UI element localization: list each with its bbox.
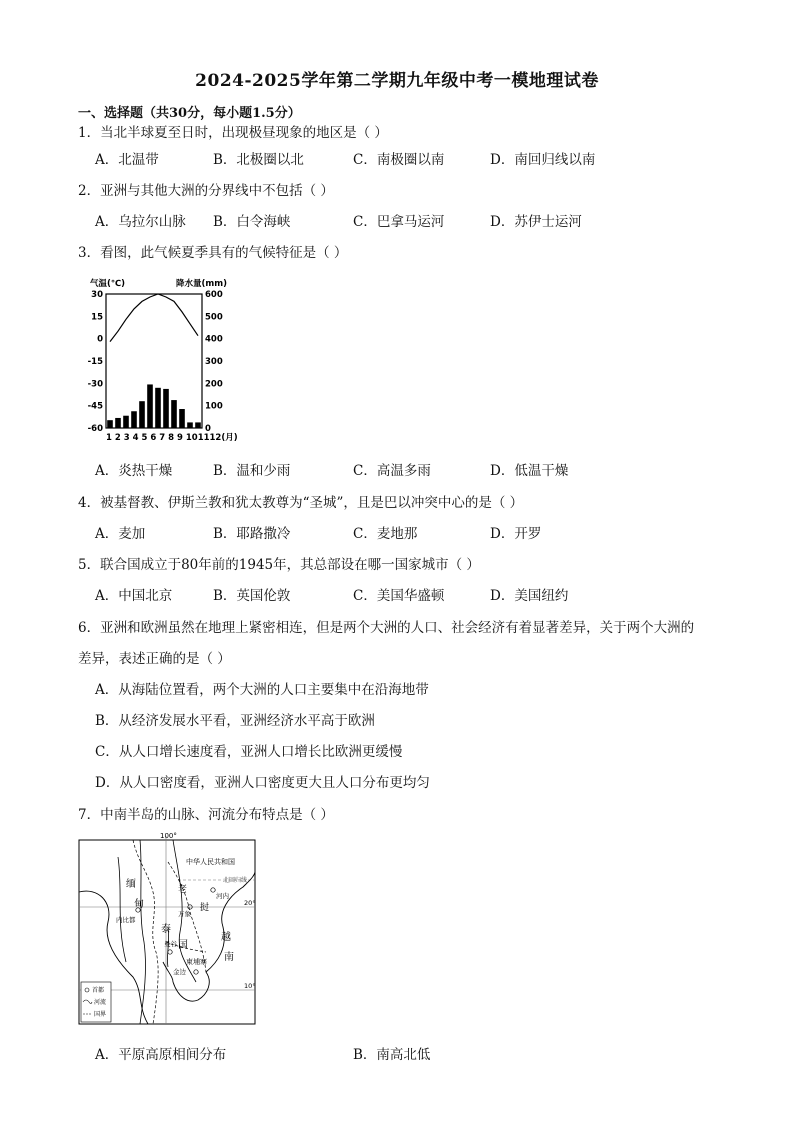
left-tick-label: 30 bbox=[91, 290, 103, 300]
left-tick-label: 15 bbox=[91, 312, 103, 323]
precipitation-bar bbox=[163, 389, 169, 428]
precipitation-bar bbox=[147, 384, 153, 428]
right-axis-ticks bbox=[205, 290, 223, 434]
legend-border-label: 国界 bbox=[94, 1011, 107, 1018]
q1-option-a[interactable]: A．北温带 bbox=[95, 152, 159, 168]
q3-option-d[interactable]: D．低温干燥 bbox=[490, 463, 569, 479]
right-tick-label: 400 bbox=[205, 334, 223, 345]
q2-option-a[interactable]: A．乌拉尔山脉 bbox=[95, 214, 186, 230]
map-label-cambodia: 柬埔寨 bbox=[186, 958, 207, 966]
q1-option-c[interactable]: C．南极圈以南 bbox=[353, 152, 445, 168]
map-label-vietnam-2: 南 bbox=[224, 952, 234, 963]
right-tick-label: 0 bbox=[205, 424, 211, 434]
q4-option-a[interactable]: A．麦加 bbox=[95, 526, 146, 542]
right-tick-label: 200 bbox=[205, 379, 223, 390]
map-label-tropic: 北回归线 bbox=[223, 877, 248, 884]
q7-option-b[interactable]: B．南高北低 bbox=[353, 1047, 431, 1063]
q5-option-d[interactable]: D．美国纽约 bbox=[490, 588, 569, 604]
question-3-stem: 3．看图，此气候夏季具有的气候特征是（ ） bbox=[78, 245, 348, 261]
chart-month-ticks: 1 2 3 4 5 6 7 8 9 101112(月) bbox=[106, 433, 238, 443]
q2-option-d[interactable]: D．苏伊士运河 bbox=[490, 214, 582, 230]
q3-option-a[interactable]: A．炎热干燥 bbox=[95, 463, 173, 479]
map-label-vientiane: 万象 bbox=[178, 910, 191, 918]
right-tick-label: 500 bbox=[205, 312, 223, 323]
right-tick-label: 600 bbox=[205, 290, 223, 300]
q7-option-a[interactable]: A．平原高原相间分布 bbox=[95, 1047, 227, 1063]
precipitation-bar bbox=[155, 388, 161, 428]
q6-option-b[interactable]: B．从经济发展水平看，亚洲经济水平高于欧洲 bbox=[95, 713, 375, 729]
q2-option-c[interactable]: C．巴拿马运河 bbox=[353, 214, 445, 230]
right-tick-label: 100 bbox=[205, 401, 223, 412]
q5-option-c[interactable]: C．美国华盛顿 bbox=[353, 588, 445, 604]
left-tick-label: -30 bbox=[87, 379, 103, 390]
left-tick-label: -45 bbox=[87, 401, 103, 412]
map-label-bangkok: 曼谷 bbox=[164, 940, 177, 948]
precipitation-bar bbox=[195, 422, 201, 428]
precipitation-bar bbox=[171, 400, 177, 428]
q3-option-b[interactable]: B．温和少雨 bbox=[213, 463, 291, 479]
section-heading: 一、选择题（共30分，每小题1.5分） bbox=[78, 106, 301, 121]
question-2-stem: 2．亚洲与其他大洲的分界线中不包括（ ） bbox=[78, 183, 334, 199]
left-axis-ticks bbox=[88, 290, 103, 434]
question-6-stem-line1: 6．亚洲和欧洲虽然在地理上紧密相连，但是两个大洲的人口、社会经济有着显著差异，关于两个大洲的 bbox=[78, 620, 695, 636]
map-label-lon100: 100° bbox=[160, 832, 177, 840]
q2-option-b[interactable]: B．白令海峡 bbox=[213, 214, 291, 230]
q3-option-c[interactable]: C．高温多雨 bbox=[353, 463, 431, 479]
legend-river-label: 河流 bbox=[94, 999, 107, 1006]
precipitation-bars bbox=[107, 384, 201, 428]
temperature-line bbox=[110, 294, 198, 342]
map-label-thailand-1: 泰 bbox=[161, 924, 171, 935]
map-label-thailand-2: 国 bbox=[178, 940, 188, 951]
map-label-myanmar-2: 甸 bbox=[134, 899, 144, 910]
map-label-lat10: 10° bbox=[244, 982, 256, 990]
map-label-laos-1: 老 bbox=[178, 885, 188, 895]
map-label-lat20: 20° bbox=[244, 899, 256, 907]
precipitation-bar bbox=[139, 401, 145, 428]
question-4-stem: 4．被基督教、伊斯兰教和犹太教尊为“圣城”，且是巴以冲突中心的是（ ） bbox=[78, 495, 524, 511]
q1-option-b[interactable]: B．北极圈以北 bbox=[213, 152, 304, 168]
left-tick-label: -15 bbox=[87, 357, 103, 367]
legend-capital-label: 首都 bbox=[92, 987, 105, 994]
chart-plot-frame bbox=[106, 294, 202, 428]
chart-ylabel-right: 降水量(mm) bbox=[176, 279, 227, 289]
q5-option-b[interactable]: B．英国伦敦 bbox=[213, 588, 291, 604]
question-6-stem-line2: 差异，表述正确的是（ ） bbox=[78, 651, 231, 667]
map-label-laos-2: 挝 bbox=[200, 903, 210, 913]
left-tick-label: 0 bbox=[97, 334, 103, 345]
q4-option-b[interactable]: B．耶路撒冷 bbox=[213, 526, 291, 542]
map-label-phnompenh: 金边 bbox=[173, 968, 186, 976]
q6-option-a[interactable]: A．从海陆位置看，两个大洲的人口主要集中在沿海地带 bbox=[95, 682, 429, 698]
map-label-naypyidaw: 内比都 bbox=[116, 916, 136, 924]
map-label-myanmar-1: 缅 bbox=[126, 879, 136, 890]
chart-ylabel-left: 气温(℃) bbox=[90, 279, 126, 289]
q6-option-c[interactable]: C．从人口增长速度看，亚洲人口增长比欧洲更缓慢 bbox=[95, 744, 403, 760]
indochina-map bbox=[78, 832, 256, 1025]
q4-option-d[interactable]: D．开罗 bbox=[490, 526, 542, 542]
question-7-stem: 7．中南半岛的山脉、河流分布特点是（ ） bbox=[78, 807, 334, 823]
question-5-stem: 5．联合国成立于80年前的1945年，其总部设在哪一国家城市（ ） bbox=[78, 557, 480, 573]
q5-option-a[interactable]: A．中国北京 bbox=[95, 588, 173, 604]
precipitation-bar bbox=[107, 420, 113, 428]
left-tick-label: -60 bbox=[87, 424, 103, 434]
map-label-vietnam-1: 越 bbox=[221, 932, 231, 943]
question-1-stem: 1．当北半球夏至日时，出现极昼现象的地区是（ ） bbox=[78, 125, 388, 141]
map-label-china: 中华人民共和国 bbox=[186, 858, 235, 866]
map-label-hanoi: 河内 bbox=[216, 892, 229, 900]
climate-chart bbox=[82, 274, 242, 444]
precipitation-bar bbox=[115, 418, 121, 428]
q1-option-d[interactable]: D．南回归线以南 bbox=[490, 152, 596, 168]
q6-option-d[interactable]: D．从人口密度看，亚洲人口密度更大且人口分布更均匀 bbox=[95, 775, 430, 791]
precipitation-bar bbox=[131, 411, 137, 428]
q4-option-c[interactable]: C．麦地那 bbox=[353, 526, 418, 542]
precipitation-bar bbox=[179, 409, 185, 428]
right-tick-label: 300 bbox=[205, 357, 223, 367]
exam-title: 2024-2025学年第二学期九年级中考一模地理试卷 bbox=[195, 71, 599, 91]
precipitation-bar bbox=[187, 422, 193, 428]
precipitation-bar bbox=[123, 416, 129, 428]
